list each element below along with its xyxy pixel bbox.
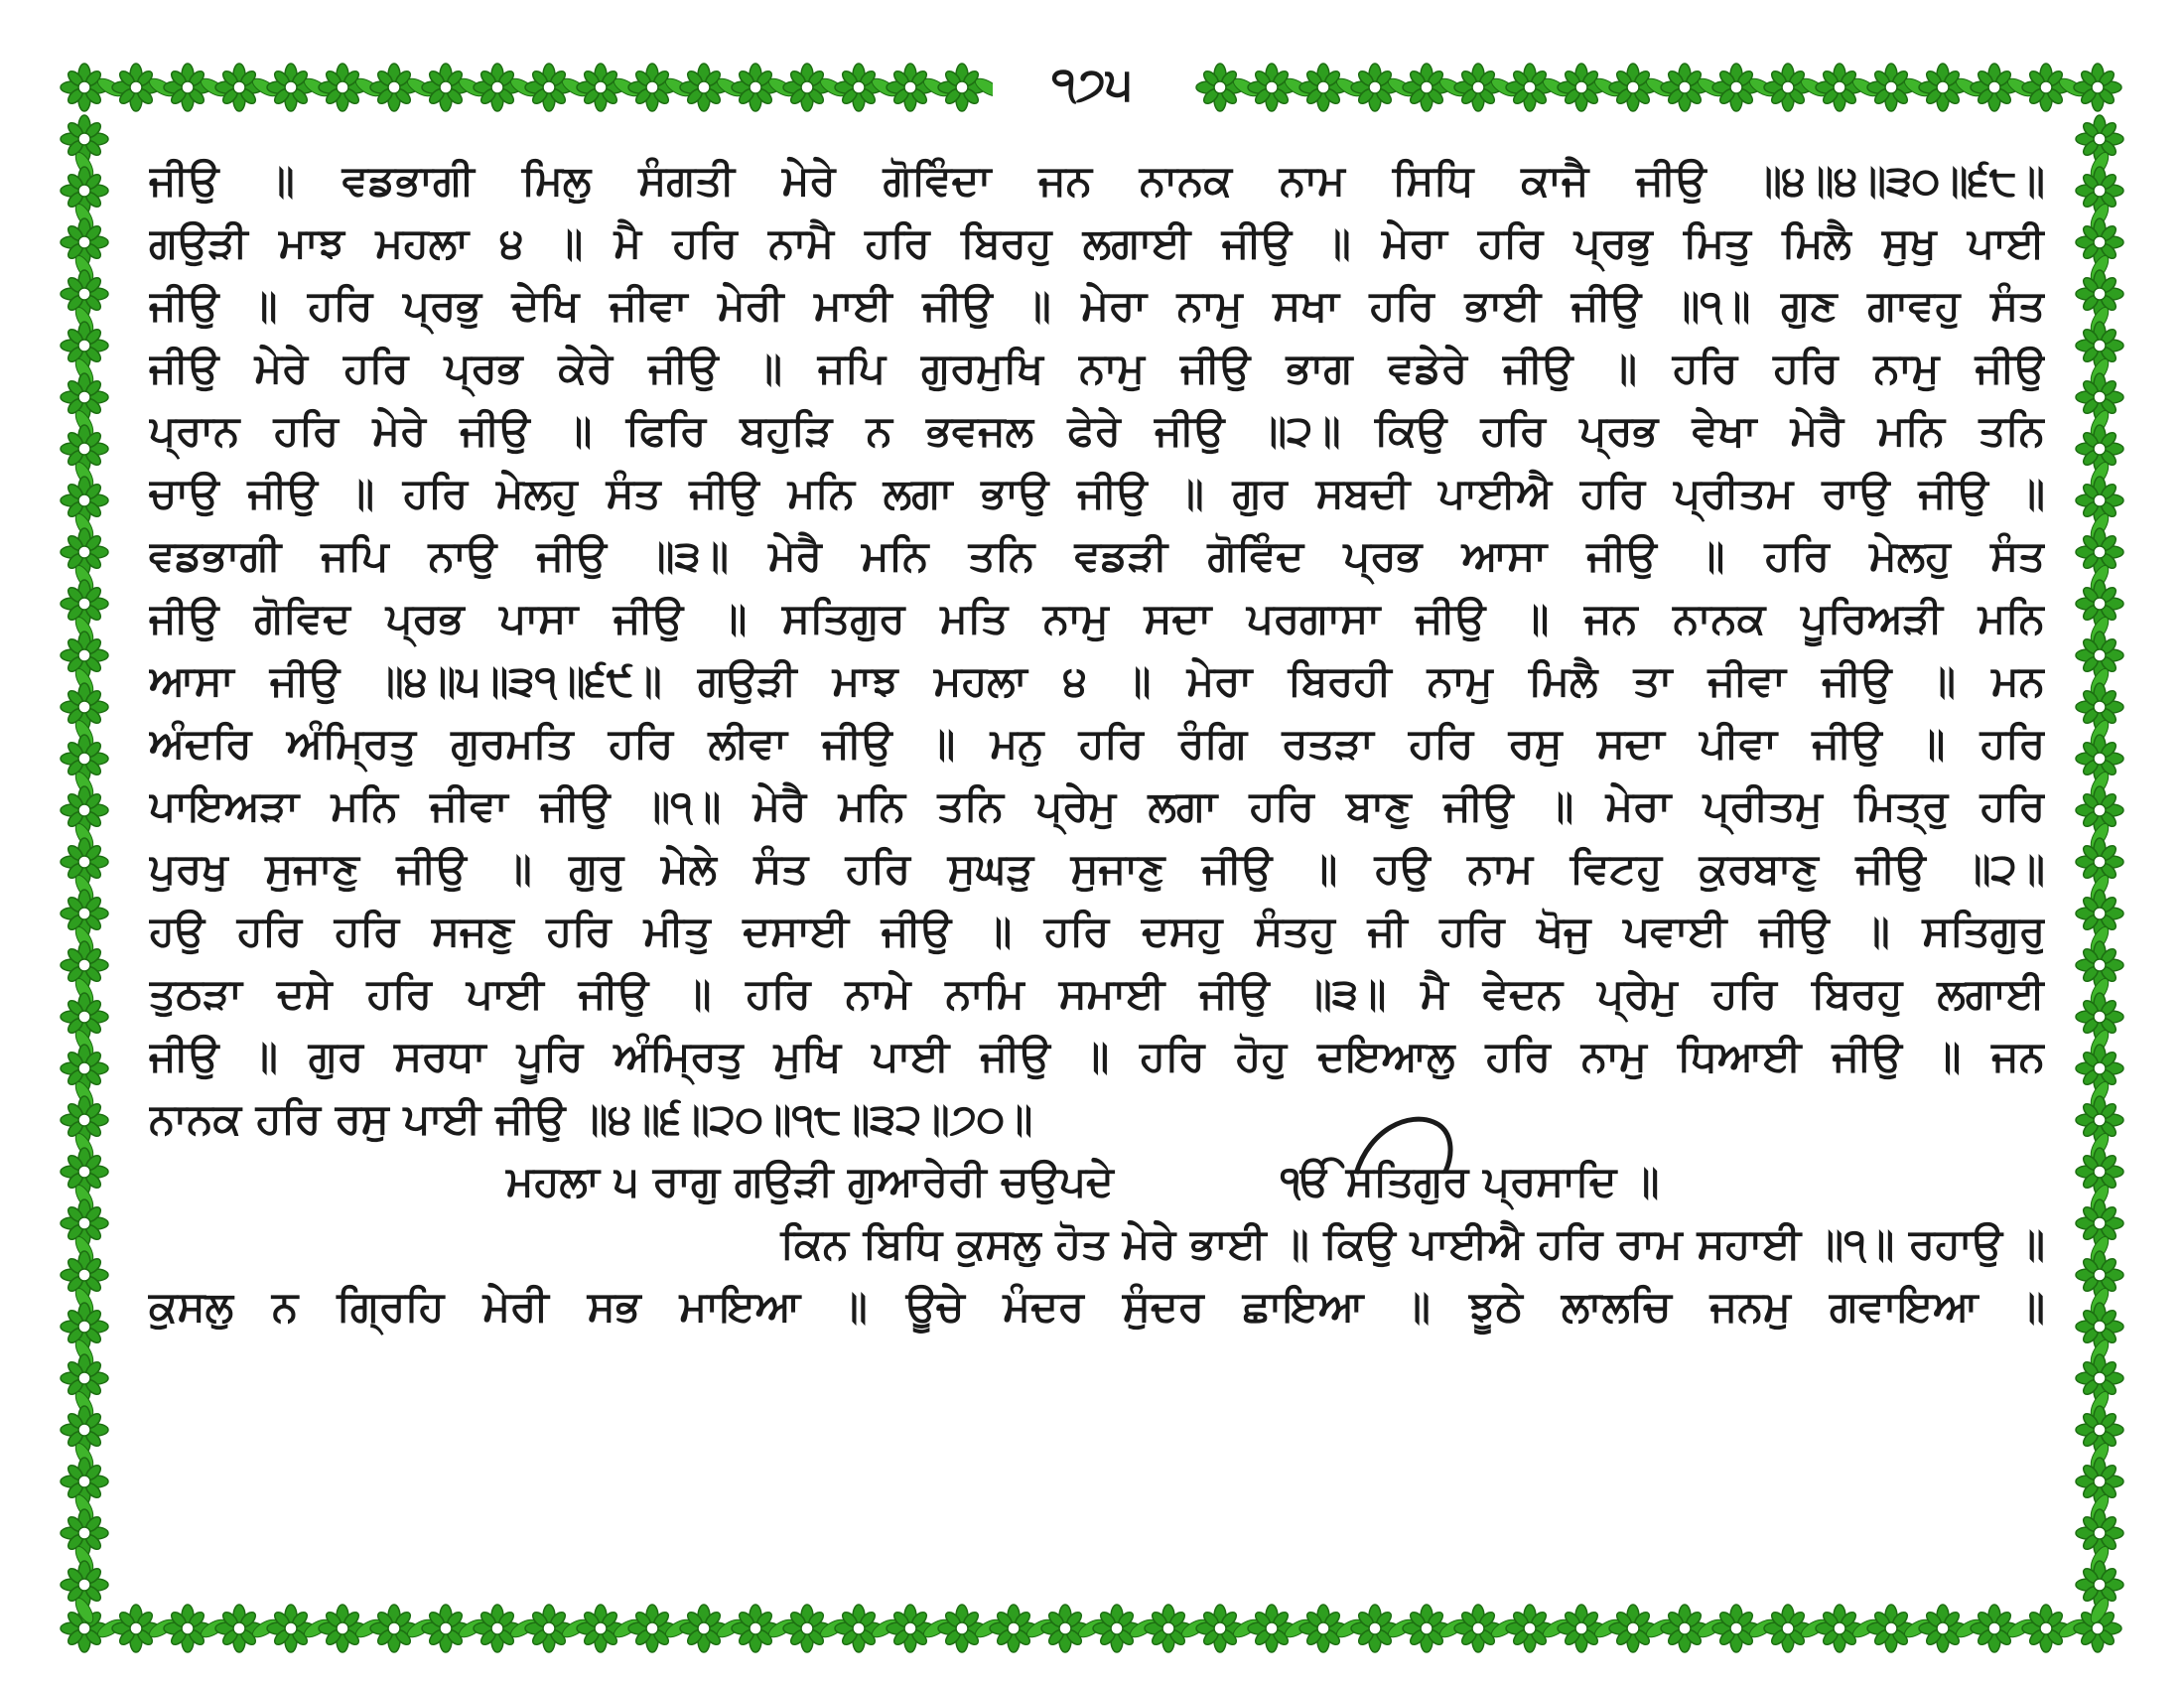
text-line: ਪ੍ਰਾਨ ਹਰਿ ਮੇਰੇ ਜੀਉ ॥ ਫਿਰਿ ਬਹੁੜਿ ਨ ਭਵਜਲ ਫੇਰੇ ਜੀਉ ॥੨॥ ਕਿਉ ਹਰਿ ਪ੍ਰਭ ਵੇਖਾ ਮੇਰੈ ਮਨਿ ਤਨਿ <box>149 406 2045 455</box>
text-line: ਪੁਰਖੁ ਸੁਜਾਣੁ ਜੀਉ ॥ ਗੁਰੁ ਮੇਲੇ ਸੰਤ ਹਰਿ ਸੁਘੜੁ ਸੁਜਾਣੁ ਜੀਉ ॥ ਹਉ ਨਾਮ ਵਿਟਹੁ ਕੁਰਬਾਣੁ ਜੀਉ ॥੨॥ <box>149 844 2045 893</box>
gurbani-text-block <box>149 149 2045 1150</box>
text-line: ਆਸਾ ਜੀਉ ॥੪॥੫॥੩੧॥੬੯॥ ਗਉੜੀ ਮਾਝ ਮਹਲਾ ੪ ॥ ਮੇਰਾ ਬਿਰਹੀ ਨਾਮੁ ਮਿਲੈ ਤਾ ਜੀਵਾ ਜੀਉ ॥ ਮਨ <box>149 656 2045 705</box>
text-line: ਵਡਭਾਗੀ ਜਪਿ ਨਾਉ ਜੀਉ ॥੩॥ ਮੇਰੈ ਮਨਿ ਤਨਿ ਵਡੜੀ ਗੋਵਿੰਦ ਪ੍ਰਭ ਆਸਾ ਜੀਉ ॥ ਹਰਿ ਮੇਲਹੁ ਸੰਤ <box>149 531 2045 580</box>
flower-icon <box>2074 64 2121 111</box>
text-line: ਨਾਨਕ ਹਰਿ ਰਸੁ ਪਾਈ ਜੀਉ ॥੪॥੬॥੨੦॥੧੮॥੩੨॥੭੦॥ <box>149 1094 1033 1143</box>
text-line: ਜੀਉ ॥ ਵਡਭਾਗੀ ਮਿਲੁ ਸੰਗਤੀ ਮੇਰੇ ਗੋਵਿੰਦਾ ਜਨ ਨਾਨਕ ਨਾਮ ਸਿਧਿ ਕਾਜੈ ਜੀਉ ॥੪॥੪॥੩੦॥੬੮॥ <box>149 156 2045 205</box>
rahao-line: ਕਿਨ ਬਿਧਿ ਕੁਸਲੁ ਹੋਤ ਮੇਰੇ ਭਾਈ ॥ ਕਿਉ ਪਾਈਐ ਹਰਿ ਰਾਮ ਸਹਾਈ ॥੧॥ ਰਹਾਉ ॥ <box>780 1219 2045 1268</box>
text-line: ਤੁਠੜਾ ਦਸੇ ਹਰਿ ਪਾਈ ਜੀਉ ॥ ਹਰਿ ਨਾਮੇ ਨਾਮਿ ਸਮਾਈ ਜੀਉ ॥੩॥ ਮੈ ਵੇਦਨ ਪ੍ਰੇਮੁ ਹਰਿ ਬਿਰਹੁ ਲਗਾਈ <box>149 969 2045 1018</box>
page-number: ੧੭੫ <box>993 52 1191 115</box>
text-line: ਅੰਦਰਿ ਅੰਮ੍ਰਿਤੁ ਗੁਰਮਤਿ ਹਰਿ ਲੀਵਾ ਜੀਉ ॥ ਮਨੁ ਹਰਿ ਰੰਗਿ ਰਤੜਾ ਹਰਿ ਰਸੁ ਸਦਾ ਪੀਵਾ ਜੀਉ ॥ ਹਰਿ <box>149 719 2045 768</box>
text-line: ਪਾਇਅੜਾ ਮਨਿ ਜੀਵਾ ਜੀਉ ॥੧॥ ਮੇਰੈ ਮਨਿ ਤਨਿ ਪ੍ਰੇਮੁ ਲਗਾ ਹਰਿ ਬਾਣੁ ਜੀਉ ॥ ਮੇਰਾ ਪ੍ਰੀਤਮੁ ਮਿਤ੍ਰੁ ਹਰਿ <box>149 781 2045 830</box>
shabad-heading <box>149 1150 2045 1212</box>
text-line: ਜੀਉ ॥ ਗੁਰ ਸਰਧਾ ਪੂਰਿ ਅੰਮ੍ਰਿਤੁ ਮੁਖਿ ਪਾਈ ਜੀਉ ॥ ਹਰਿ ਹੋਹੁ ਦਇਆਲੁ ਹਰਿ ਨਾਮੁ ਧਿਆਈ ਜੀਉ ॥ ਜਨ <box>149 1032 2045 1080</box>
text-line: ਚਾਉ ਜੀਉ ॥ ਹਰਿ ਮੇਲਹੁ ਸੰਤ ਜੀਉ ਮਨਿ ਲਗਾ ਭਾਉ ਜੀਉ ॥ ਗੁਰ ਸਬਦੀ ਪਾਈਐ ਹਰਿ ਪ੍ਰੀਤਮ ਰਾਉ ਜੀਉ ॥ <box>149 469 2045 517</box>
mool-mantar <box>1281 1150 1659 1212</box>
text-line: ਗਉੜੀ ਮਾਝ ਮਹਲਾ ੪ ॥ ਮੈ ਹਰਿ ਨਾਮੈ ਹਰਿ ਬਿਰਹੁ ਲਗਾਈ ਜੀਉ ॥ ਮੇਰਾ ਹਰਿ ਪ੍ਰਭੁ ਮਿਤੁ ਮਿਲੈ ਸੁਖੁ ਪਾਈ <box>149 218 2045 267</box>
raag-heading: ਮਹਲਾ ੫ ਰਾਗੁ ਗਉੜੀ ਗੁਆਰੇਰੀ ਚਉਪਦੇ <box>506 1157 1114 1205</box>
ek-onkar-arc-icon <box>1350 1108 1489 1178</box>
mool-mantar-text: ੴ ਸਤਿਗੁਰ ਪ੍ਰਸਾਦਿ ॥ <box>1281 1157 1660 1205</box>
text-line: ਜੀਉ ਗੋਵਿਦ ਪ੍ਰਭ ਪਾਸਾ ਜੀਉ ॥ ਸਤਿਗੁਰ ਮਤਿ ਨਾਮੁ ਸਦਾ ਪਰਗਾਸਾ ਜੀਉ ॥ ਜਨ ਨਾਨਕ ਪੂਰਿਅੜੀ ਮਨਿ <box>149 594 2045 642</box>
text-line: ਜੀਉ ਮੇਰੇ ਹਰਿ ਪ੍ਰਭ ਕੇਰੇ ਜੀਉ ॥ ਜਪਿ ਗੁਰਮੁਖਿ ਨਾਮੁ ਜੀਉ ਭਾਗ ਵਡੇਰੇ ਜੀਉ ॥ ਹਰਿ ਹਰਿ ਨਾਮੁ ਜੀਉ <box>149 344 2045 392</box>
text-line: ਕੁਸਲੁ ਨ ਗ੍ਰਿਹਿ ਮੇਰੀ ਸਭ ਮਾਇਆ ॥ ਊਚੇ ਮੰਦਰ ਸੁੰਦਰ ਛਾਇਆ ॥ ਝੂਠੇ ਲਾਲਚਿ ਜਨਮੁ ਗਵਾਇਆ ॥ <box>149 1282 2045 1331</box>
text-line: ਹਉ ਹਰਿ ਹਰਿ ਸਜਣੁ ਹਰਿ ਮੀਤੁ ਦਸਾਈ ਜੀਉ ॥ ਹਰਿ ਦਸਹੁ ਸੰਤਹੁ ਜੀ ਹਰਿ ਖੋਜੁ ਪਵਾਈ ਜੀਉ ॥ ਸਤਿਗੁਰੁ <box>149 907 2045 955</box>
text-line: ਜੀਉ ॥ ਹਰਿ ਪ੍ਰਭੁ ਦੇਖਿ ਜੀਵਾ ਮੇਰੀ ਮਾਈ ਜੀਉ ॥ ਮੇਰਾ ਨਾਮੁ ਸਖਾ ਹਰਿ ਭਾਈ ਜੀਉ ॥੧॥ ਗੁਣ ਗਾਵਹੁ ਸੰਤ <box>149 281 2045 330</box>
